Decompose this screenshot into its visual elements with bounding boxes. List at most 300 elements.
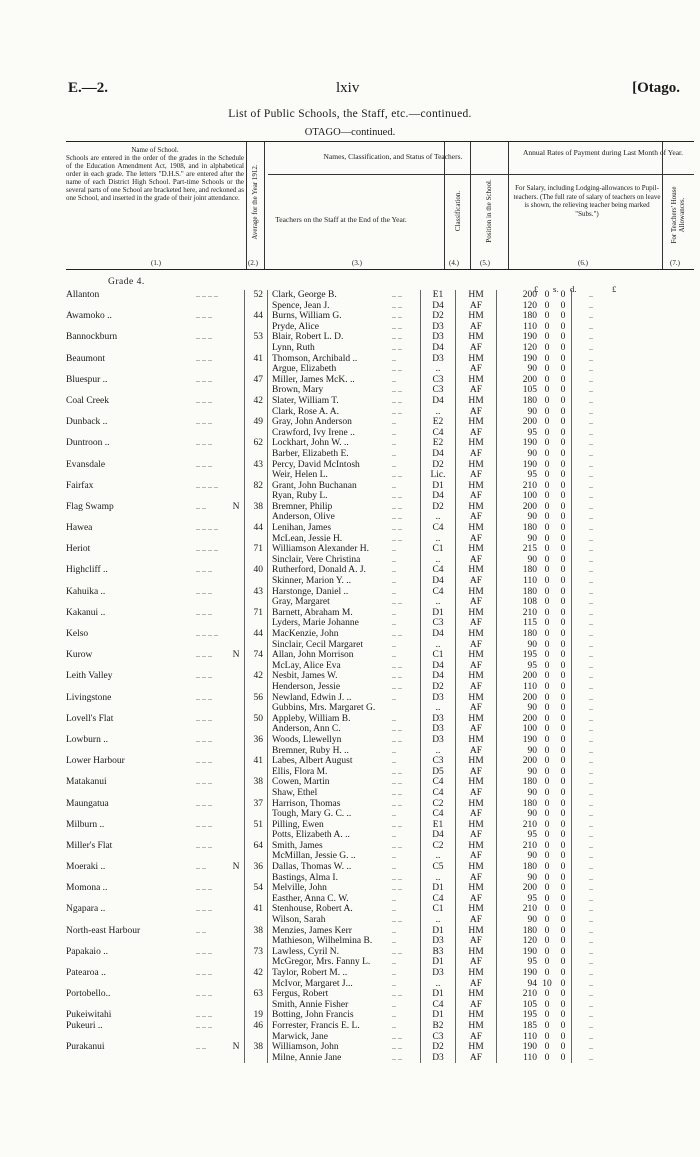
house-allowance: .. bbox=[589, 756, 593, 766]
leader-dots: .. bbox=[392, 353, 396, 363]
average-attendance bbox=[245, 407, 268, 418]
average-attendance: 41 bbox=[245, 756, 268, 767]
leader-dots: .. .. bbox=[392, 491, 402, 501]
position: HM bbox=[456, 375, 497, 386]
school-name bbox=[66, 555, 196, 566]
native-mark bbox=[228, 904, 245, 915]
teacher-name: Gray, John Anderson bbox=[272, 417, 352, 428]
unit-allowance: £ bbox=[612, 284, 617, 294]
native-mark bbox=[228, 703, 245, 714]
teacher-name: Labes, Albert August bbox=[272, 756, 353, 767]
table-row bbox=[66, 650, 610, 661]
position: AF bbox=[456, 746, 497, 757]
classification: E1 bbox=[421, 820, 456, 831]
table-row bbox=[66, 587, 610, 598]
average-attendance bbox=[245, 788, 268, 799]
school-name bbox=[66, 767, 196, 778]
leader-dots bbox=[196, 830, 228, 841]
native-mark bbox=[228, 714, 245, 725]
native-mark bbox=[228, 417, 245, 428]
house-allowance: .. bbox=[589, 936, 593, 946]
classification: .. bbox=[421, 555, 456, 566]
salary-shillings: 0 bbox=[544, 989, 550, 1000]
position: HM bbox=[456, 565, 497, 576]
teacher-name: Easther, Anna C. W. bbox=[272, 893, 349, 904]
table-row bbox=[66, 608, 610, 619]
salary-shillings: 0 bbox=[544, 650, 550, 661]
house-allowance: .. bbox=[589, 989, 593, 999]
teacher-name: Slater, William T. bbox=[272, 395, 339, 406]
house-allowance: .. bbox=[589, 480, 593, 490]
salary-pounds: 115 bbox=[523, 618, 537, 629]
house-allowance: .. bbox=[589, 417, 593, 427]
school-name: Kahuika .. bbox=[66, 586, 106, 597]
school-name bbox=[66, 979, 196, 990]
position: AF bbox=[456, 301, 497, 312]
teacher-name: Argue, Elizabeth bbox=[272, 364, 337, 375]
salary-shillings: 10 bbox=[542, 978, 552, 989]
salary-pounds: 190 bbox=[522, 946, 537, 957]
position: AF bbox=[456, 830, 497, 841]
position: AF bbox=[456, 1032, 497, 1043]
leader-dots: .. .. bbox=[392, 385, 402, 395]
position: HM bbox=[456, 544, 497, 555]
classification: D3 bbox=[421, 693, 456, 704]
classification: D3 bbox=[421, 1053, 456, 1064]
classification: D4 bbox=[421, 661, 456, 672]
position: HM bbox=[456, 417, 497, 428]
average-attendance bbox=[245, 746, 268, 757]
salary-shillings: 0 bbox=[544, 459, 550, 470]
salary-shillings: 0 bbox=[544, 300, 550, 311]
table-row bbox=[66, 756, 610, 767]
average-attendance bbox=[245, 915, 268, 926]
salary-pounds: 90 bbox=[527, 809, 537, 820]
leader-dots: .. .. bbox=[392, 883, 402, 893]
table-row bbox=[66, 989, 610, 1000]
leader-dots: .. .. bbox=[196, 1042, 206, 1052]
position: HM bbox=[456, 693, 497, 704]
school-name bbox=[66, 364, 196, 375]
table-row bbox=[66, 417, 610, 428]
salary-pounds: 110 bbox=[523, 1052, 537, 1063]
salary-pence: 0 bbox=[555, 1000, 572, 1011]
school-name bbox=[66, 449, 196, 460]
average-attendance: 38 bbox=[245, 777, 268, 788]
teacher-name: Thomson, Archibald .. bbox=[272, 353, 358, 364]
leader-dots: .. .. .. bbox=[196, 798, 212, 808]
school-name bbox=[66, 343, 196, 354]
position: HM bbox=[456, 629, 497, 640]
salary-pence: 0 bbox=[555, 714, 572, 725]
native-mark bbox=[228, 693, 245, 704]
salary-shillings: 0 bbox=[544, 851, 550, 862]
salary-shillings: 0 bbox=[544, 703, 550, 714]
leader-dots: .. .. .. bbox=[196, 311, 212, 321]
house-allowance: .. bbox=[589, 692, 593, 702]
average-attendance bbox=[245, 534, 268, 545]
salary-shillings: 0 bbox=[544, 936, 550, 947]
classification: C2 bbox=[421, 841, 456, 852]
salary-pounds: 90 bbox=[527, 745, 537, 756]
house-allowance: .. bbox=[589, 681, 593, 691]
teacher-name: Allan, John Morrison bbox=[272, 650, 354, 661]
teacher-name: Sinclair, Cecil Margaret bbox=[272, 639, 363, 650]
table-row bbox=[66, 597, 610, 608]
salary-pence: 0 bbox=[555, 904, 572, 915]
school-name bbox=[66, 1053, 196, 1064]
leader-dots: .. .. .. bbox=[196, 713, 212, 723]
leader-dots bbox=[196, 640, 228, 651]
salary-shillings: 0 bbox=[544, 438, 550, 449]
house-allowance: .. bbox=[589, 512, 593, 522]
leader-dots: .. .. .. bbox=[196, 332, 212, 342]
teacher-name: Woods, Llewellyn bbox=[272, 734, 342, 745]
salary-pounds: 210 bbox=[522, 840, 537, 851]
teacher-name: Percy, David McIntosh bbox=[272, 459, 360, 470]
position: AF bbox=[456, 470, 497, 481]
average-attendance: 42 bbox=[245, 968, 268, 979]
position: AF bbox=[456, 894, 497, 905]
salary-pounds: 180 bbox=[522, 862, 537, 873]
teacher-name: MacKenzie, John bbox=[272, 629, 339, 639]
school-name: Maungatua bbox=[66, 798, 109, 809]
teacher-name: Tough, Mary G. C. .. bbox=[272, 809, 352, 820]
salary-shillings: 0 bbox=[544, 311, 550, 322]
position: AF bbox=[456, 407, 497, 418]
house-allowance: .. bbox=[589, 915, 593, 925]
salary-pence: 0 bbox=[555, 407, 572, 418]
classification: D3 bbox=[421, 714, 456, 725]
house-allowance: .. bbox=[589, 883, 593, 893]
salary-shillings: 0 bbox=[544, 713, 550, 724]
salary-pence: 0 bbox=[555, 385, 572, 396]
teacher-name: Botting, John Francis bbox=[272, 1010, 354, 1021]
position: AF bbox=[456, 640, 497, 651]
school-name bbox=[66, 428, 196, 439]
school-name: Evansdale bbox=[66, 459, 106, 470]
salary-pence: 0 bbox=[555, 777, 572, 788]
col-num-3: (3.) bbox=[352, 259, 362, 267]
teacher-name: Barnett, Abraham M. bbox=[272, 607, 353, 618]
staff-table bbox=[66, 290, 610, 1063]
leader-dots: .. .. .. bbox=[196, 883, 212, 893]
teacher-name: Milne, Annie Jane bbox=[272, 1052, 342, 1063]
salary-pounds: 190 bbox=[522, 968, 537, 978]
position: HM bbox=[456, 481, 497, 492]
salary-pence: 0 bbox=[555, 830, 572, 841]
position: HM bbox=[456, 608, 497, 619]
leader-dots: .. .. bbox=[392, 660, 402, 670]
average-attendance bbox=[245, 322, 268, 333]
position: AF bbox=[456, 1000, 497, 1011]
leader-dots: .. bbox=[392, 565, 396, 575]
classification: D5 bbox=[421, 767, 456, 778]
salary-pence: 0 bbox=[555, 481, 572, 492]
leader-dots: .. bbox=[392, 692, 396, 702]
salary-pence: 0 bbox=[555, 629, 572, 640]
salary-shillings: 0 bbox=[544, 512, 550, 523]
salary-pence: 0 bbox=[555, 332, 572, 343]
teacher-name: Lenihan, James bbox=[272, 523, 332, 534]
house-allowance: .. bbox=[589, 1010, 593, 1020]
leader-dots bbox=[196, 555, 228, 566]
average-attendance: 44 bbox=[245, 629, 268, 640]
salary-pence: 0 bbox=[555, 618, 572, 629]
classification: D4 bbox=[421, 449, 456, 460]
table-row bbox=[66, 512, 610, 523]
native-mark bbox=[228, 290, 245, 301]
teacher-name: Harstonge, Daniel .. bbox=[272, 586, 349, 597]
native-mark bbox=[228, 407, 245, 418]
salary-pence: 0 bbox=[555, 968, 572, 979]
page-ref-right: [Otago. bbox=[632, 80, 680, 96]
salary-shillings: 0 bbox=[544, 798, 550, 809]
leader-dots: .. .. .. .. bbox=[196, 523, 218, 533]
classification: D1 bbox=[421, 608, 456, 619]
native-mark bbox=[228, 767, 245, 778]
average-attendance: 74 bbox=[245, 650, 268, 661]
house-allowance: .. bbox=[589, 777, 593, 787]
salary-shillings: 0 bbox=[544, 353, 550, 364]
classification: C1 bbox=[421, 904, 456, 915]
position: AF bbox=[456, 873, 497, 884]
classification: D3 bbox=[421, 332, 456, 343]
position: HM bbox=[456, 502, 497, 513]
average-attendance bbox=[245, 873, 268, 884]
header-classification-col: Classification. bbox=[454, 190, 462, 232]
leader-dots bbox=[196, 915, 228, 926]
position: AF bbox=[456, 618, 497, 629]
leader-dots: .. .. .. bbox=[196, 1020, 212, 1030]
table-row bbox=[66, 565, 610, 576]
classification: D4 bbox=[421, 301, 456, 312]
leader-dots: .. .. .. bbox=[196, 586, 212, 596]
school-name bbox=[66, 957, 196, 968]
leader-dots: .. .. .. .. bbox=[196, 290, 218, 299]
salary-pounds: 180 bbox=[522, 523, 537, 534]
school-name bbox=[66, 385, 196, 396]
table-row bbox=[66, 883, 610, 894]
table-row bbox=[66, 364, 610, 375]
position: HM bbox=[456, 1010, 497, 1021]
salary-pence: 0 bbox=[555, 290, 572, 301]
teacher-name: Crawford, Ivy Irene .. bbox=[272, 427, 355, 438]
classification: .. bbox=[421, 873, 456, 884]
salary-pounds: 90 bbox=[527, 533, 537, 544]
average-attendance: 46 bbox=[245, 1021, 268, 1032]
table-row bbox=[66, 428, 610, 439]
leader-dots: .. bbox=[392, 904, 396, 914]
col-num-7: (7.) bbox=[670, 259, 680, 267]
header-position-col: Position in the School. bbox=[485, 179, 493, 243]
position: AF bbox=[456, 364, 497, 375]
salary-pence: 0 bbox=[555, 354, 572, 365]
school-name bbox=[66, 830, 196, 841]
house-allowance: .. bbox=[589, 925, 593, 935]
average-attendance: 44 bbox=[245, 523, 268, 534]
school-name bbox=[66, 301, 196, 312]
salary-shillings: 0 bbox=[544, 639, 550, 650]
classification: .. bbox=[421, 746, 456, 757]
salary-pounds: 215 bbox=[522, 544, 537, 555]
leader-dots bbox=[196, 491, 228, 502]
salary-shillings: 0 bbox=[544, 787, 550, 798]
native-mark bbox=[228, 820, 245, 831]
classification: D3 bbox=[421, 322, 456, 333]
classification: .. bbox=[421, 364, 456, 375]
teacher-name: Anderson, Ann C. bbox=[272, 724, 341, 735]
teacher-name: Marwick, Jane bbox=[272, 1031, 328, 1042]
average-attendance: 43 bbox=[245, 460, 268, 471]
salary-pence: 0 bbox=[555, 301, 572, 312]
position: AF bbox=[456, 597, 497, 608]
leader-dots: .. bbox=[392, 544, 396, 554]
classification: E1 bbox=[421, 290, 456, 301]
table-row bbox=[66, 460, 610, 471]
teacher-name: Spence, Jean J. bbox=[272, 300, 330, 311]
native-mark bbox=[228, 597, 245, 608]
salary-shillings: 0 bbox=[544, 491, 550, 502]
salary-pounds: 190 bbox=[522, 332, 537, 343]
teacher-name: Sinclair, Vere Christina bbox=[272, 554, 361, 565]
school-name bbox=[66, 915, 196, 926]
leader-dots: .. bbox=[392, 756, 396, 766]
average-attendance: 36 bbox=[245, 862, 268, 873]
salary-pounds: 95 bbox=[527, 957, 537, 968]
salary-pounds: 120 bbox=[522, 300, 537, 311]
table-row bbox=[66, 841, 610, 852]
average-attendance bbox=[245, 1032, 268, 1043]
salary-pounds: 210 bbox=[522, 989, 537, 1000]
teacher-name: Pryde, Alice bbox=[272, 321, 319, 332]
table-row bbox=[66, 979, 610, 990]
leader-dots: .. .. bbox=[392, 872, 402, 882]
table-row bbox=[66, 661, 610, 672]
average-attendance: 37 bbox=[245, 799, 268, 810]
average-attendance: 63 bbox=[245, 989, 268, 1000]
header-teachers-col: Teachers on the Staff at the End of the Year. bbox=[275, 215, 407, 224]
native-mark bbox=[228, 799, 245, 810]
house-allowance: .. bbox=[589, 957, 593, 967]
native-mark bbox=[228, 1000, 245, 1011]
classification: D1 bbox=[421, 989, 456, 1000]
position: HM bbox=[456, 650, 497, 661]
position: AF bbox=[456, 957, 497, 968]
position: HM bbox=[456, 841, 497, 852]
leader-dots bbox=[196, 1000, 228, 1011]
leader-dots: .. bbox=[392, 448, 396, 458]
table-row bbox=[66, 1042, 610, 1053]
school-name bbox=[66, 851, 196, 862]
native-mark bbox=[228, 449, 245, 460]
teacher-name: Williamson, John bbox=[272, 1042, 339, 1053]
classification: D3 bbox=[421, 354, 456, 365]
classification: E2 bbox=[421, 417, 456, 428]
leader-dots: .. .. .. bbox=[196, 565, 212, 575]
salary-pounds: 180 bbox=[522, 777, 537, 788]
teacher-name: Nesbit, James W. bbox=[272, 671, 338, 682]
house-allowance: .. bbox=[589, 978, 593, 988]
house-allowance: .. bbox=[589, 713, 593, 723]
table-row bbox=[66, 407, 610, 418]
table-row bbox=[66, 968, 610, 979]
salary-pence: 0 bbox=[555, 428, 572, 439]
house-allowance: .. bbox=[589, 395, 593, 405]
average-attendance bbox=[245, 724, 268, 735]
salary-pounds: 180 bbox=[522, 565, 537, 576]
table-row bbox=[66, 767, 610, 778]
salary-shillings: 0 bbox=[544, 501, 550, 512]
school-name: Bannockburn bbox=[66, 332, 118, 343]
salary-pounds: 200 bbox=[522, 417, 537, 428]
leader-dots bbox=[196, 576, 228, 587]
leader-dots bbox=[196, 894, 228, 905]
salary-pounds: 180 bbox=[522, 586, 537, 597]
average-attendance: 56 bbox=[245, 693, 268, 704]
school-name: Matakanui bbox=[66, 777, 107, 788]
salary-pounds: 94 bbox=[527, 978, 537, 989]
native-mark bbox=[228, 661, 245, 672]
position: AF bbox=[456, 1053, 497, 1064]
native-mark bbox=[228, 396, 245, 407]
leader-dots: .. .. bbox=[196, 925, 206, 935]
average-attendance bbox=[245, 364, 268, 375]
leader-dots: .. .. .. bbox=[196, 692, 212, 702]
classification: C4 bbox=[421, 523, 456, 534]
school-name bbox=[66, 407, 196, 418]
table-row bbox=[66, 947, 610, 958]
salary-pence: 0 bbox=[555, 565, 572, 576]
school-name bbox=[66, 894, 196, 905]
school-name bbox=[66, 1032, 196, 1043]
salary-pounds: 180 bbox=[522, 925, 537, 936]
school-name bbox=[66, 618, 196, 629]
school-name: Ngapara .. bbox=[66, 904, 106, 915]
leader-dots: .. .. bbox=[392, 681, 402, 691]
native-mark bbox=[228, 460, 245, 471]
page-ref-left: E.—2. bbox=[68, 80, 109, 96]
salary-shillings: 0 bbox=[544, 523, 550, 534]
native-mark bbox=[228, 512, 245, 523]
salary-shillings: 0 bbox=[544, 385, 550, 396]
average-attendance: 49 bbox=[245, 417, 268, 428]
salary-pence: 0 bbox=[555, 915, 572, 926]
table-header bbox=[66, 141, 694, 270]
salary-shillings: 0 bbox=[544, 925, 550, 936]
classification: .. bbox=[421, 407, 456, 418]
native-mark bbox=[228, 936, 245, 947]
salary-pounds: 95 bbox=[527, 427, 537, 438]
leader-dots: .. .. bbox=[392, 311, 402, 321]
classification: D4 bbox=[421, 343, 456, 354]
salary-shillings: 0 bbox=[544, 893, 550, 904]
leader-dots: .. .. bbox=[392, 629, 402, 638]
classification: C3 bbox=[421, 385, 456, 396]
school-name: Heriot bbox=[66, 544, 91, 555]
house-allowance: .. bbox=[589, 798, 593, 808]
position: HM bbox=[456, 460, 497, 471]
salary-pounds: 190 bbox=[522, 353, 537, 364]
house-allowance: .. bbox=[589, 501, 593, 511]
page-title: List of Public Schools, the Staff, etc.—continued. bbox=[228, 108, 472, 120]
classification: C3 bbox=[421, 1032, 456, 1043]
house-allowance: .. bbox=[589, 968, 593, 977]
table-row bbox=[66, 301, 610, 312]
salary-pounds: 190 bbox=[522, 438, 537, 449]
salary-shillings: 0 bbox=[544, 406, 550, 417]
salary-pence: 0 bbox=[555, 746, 572, 757]
